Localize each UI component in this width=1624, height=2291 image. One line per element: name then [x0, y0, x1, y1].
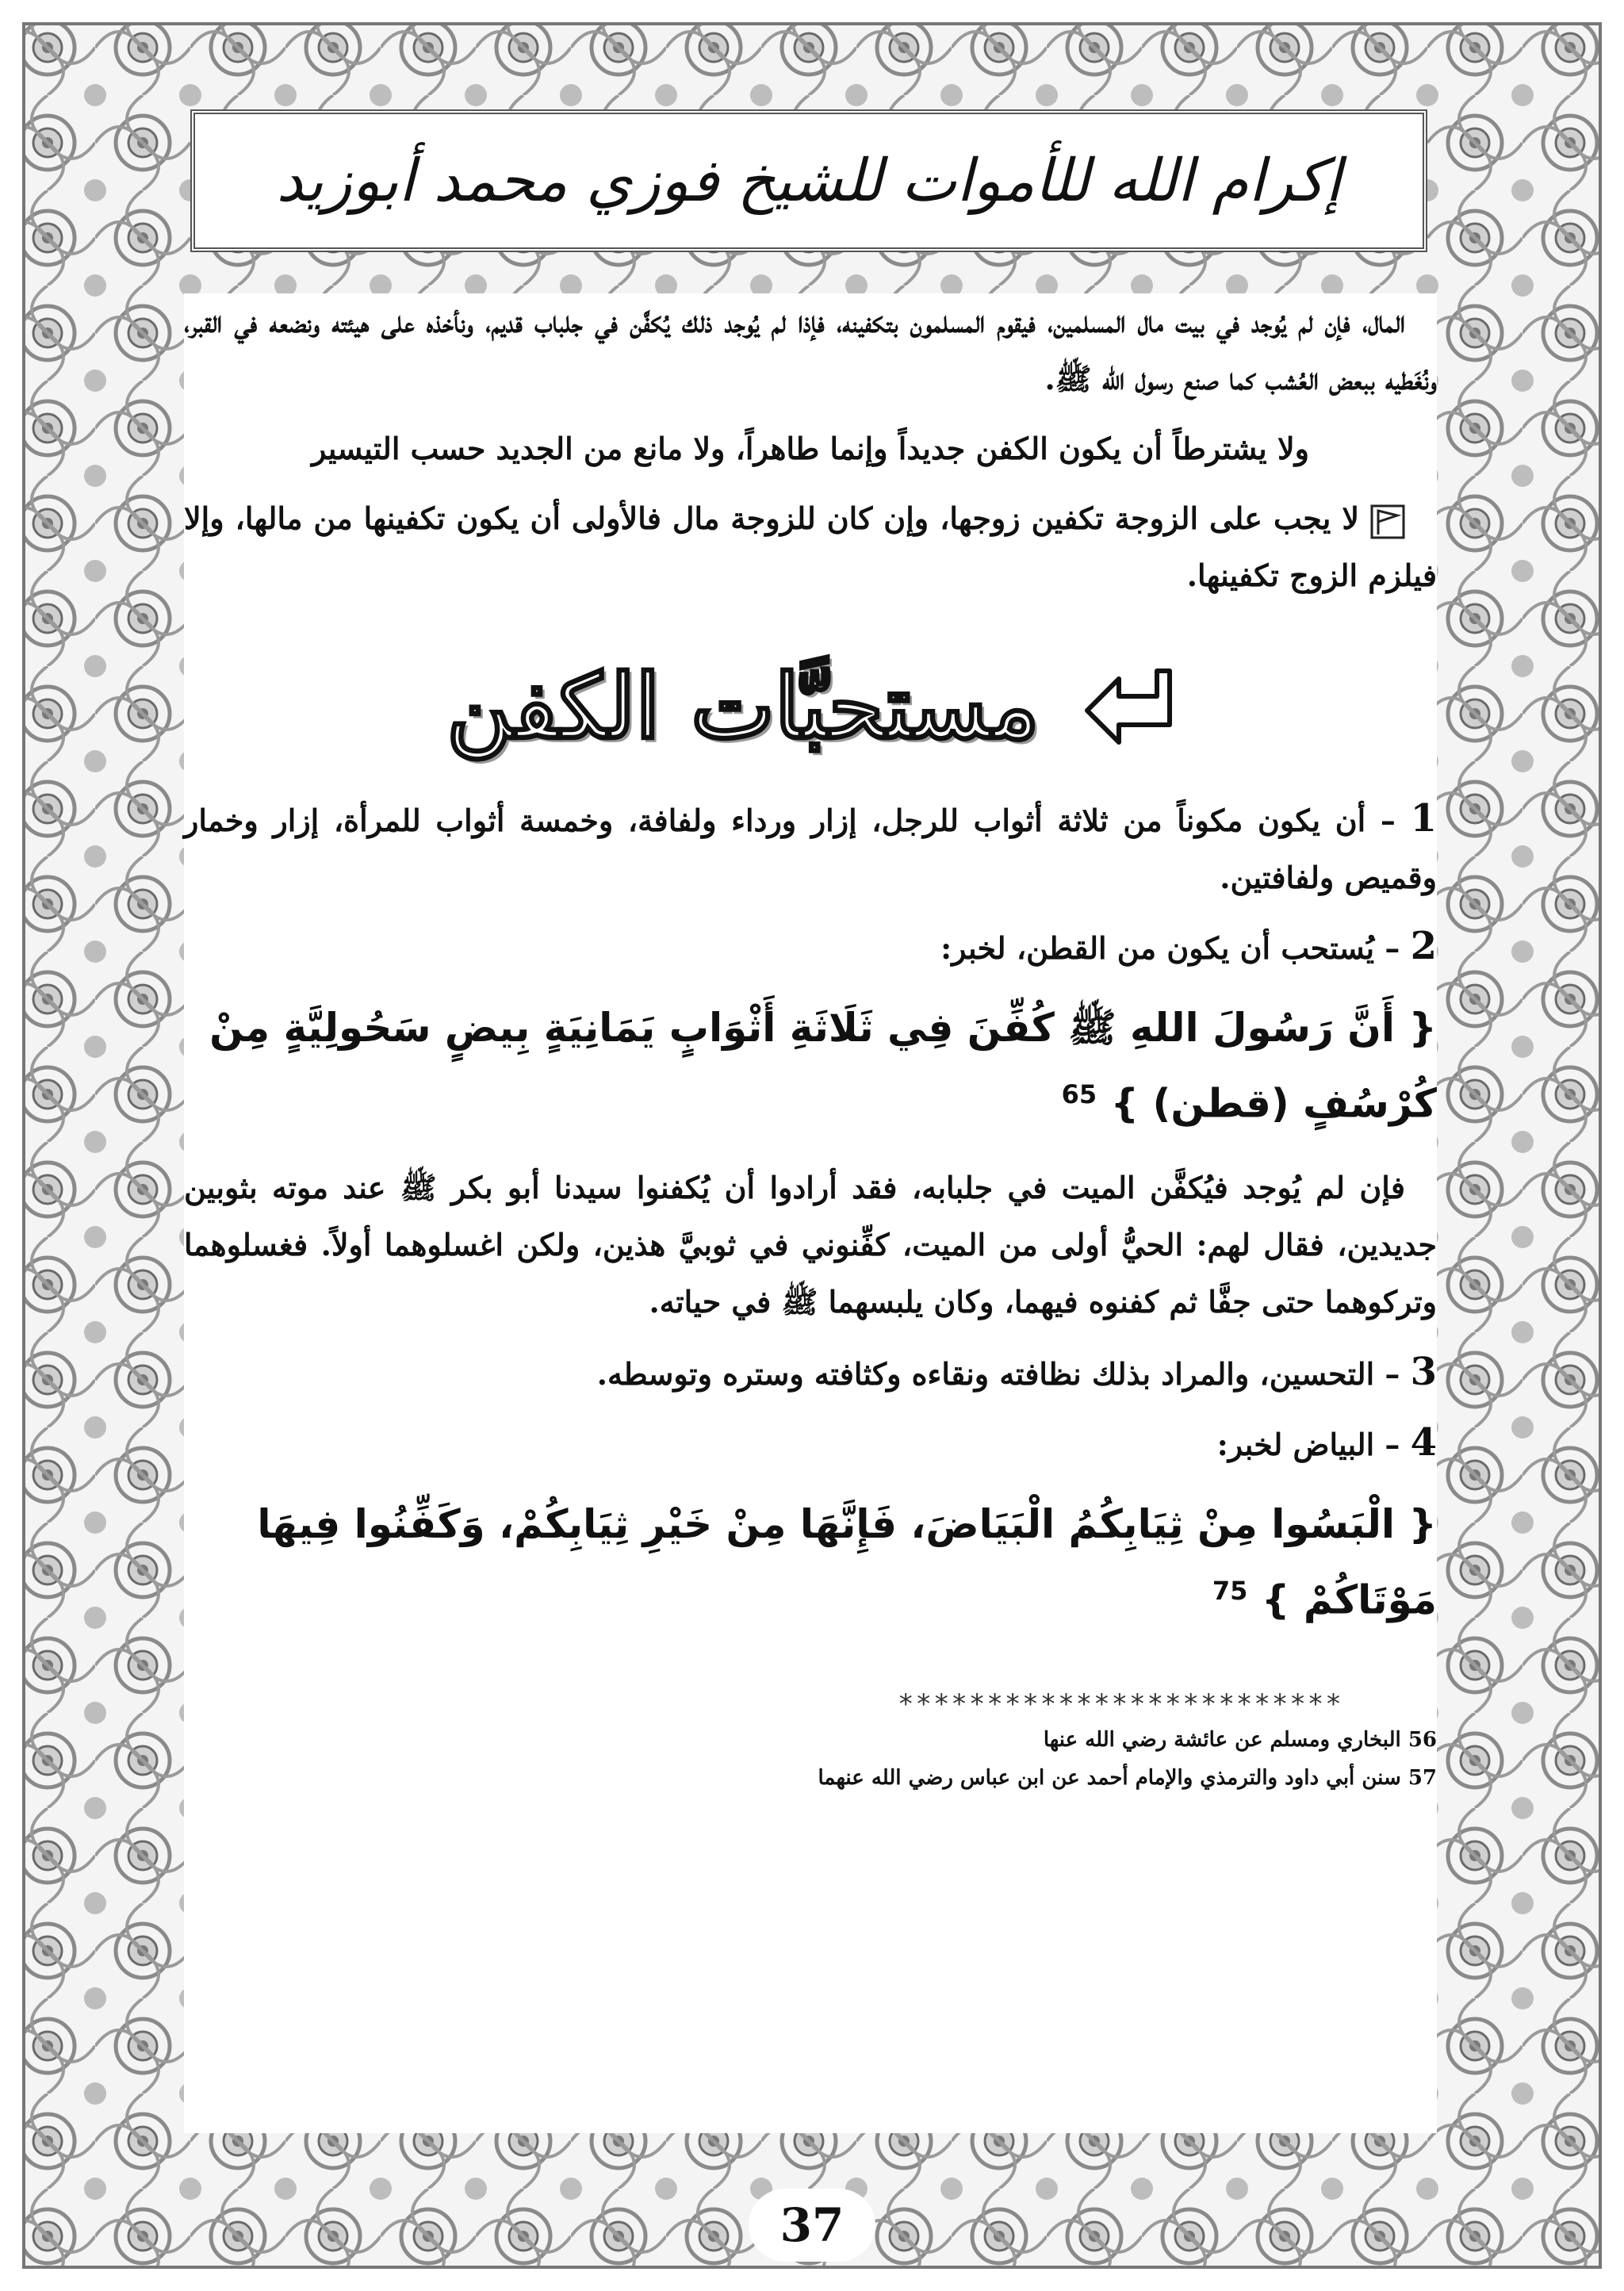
- list-item-1: [184, 790, 1437, 906]
- paragraph-4: فإن لم يُوجد فيُكفَّن الميت في جلبابه، فقد أرادوا أن يُكفنوا سيدنا أبو بكر ﷺ عند موته بثوبين جديدين، فقال لهم: الحيُّ أولى من الميت، كفِّنوني في ثوبيَّ هذين، ولكن اغسلوهما أولاً. فغسلوهما وتركوهما حتى جفَّا ثم كفنوه فيهما، وكان يلبسهما ﷺ في حياته.: [184, 1169, 1437, 1320]
- footnote-divider: *************************: [898, 1688, 1343, 1721]
- section-heading-text: مستحبَّات الكفن: [446, 654, 1040, 759]
- section-heading: [184, 647, 1437, 766]
- list-item-3: [184, 1343, 1437, 1403]
- flag-icon: [1370, 504, 1405, 539]
- footnote-2: 57 سنن أبي داود والترمذي والإمام أحمد عن ابن عباس رضي الله عنهما: [818, 1766, 1437, 1791]
- hadith-text: { أَنَّ رَسُولَ اللهِ ﷺ كُفِّنَ فِي ثَلَاثَةِ أَثْوَابٍ يَمَانِيَةٍ بِيضٍ سَحُولِيَّةٍ مِنْ كُرْسُفٍ (قطن) }: [209, 1005, 1437, 1127]
- page-header-title: إكرام الله للأموات للشيخ فوزي محمد أبوزيد: [276, 147, 1342, 215]
- item-text: – يُستحب أن يكون من القطن، لخبر:: [940, 930, 1400, 966]
- paragraph-3-text: لا يجب على الزوجة تكفين زوجها، وإن كان للزوجة مال فالأولى أن يكون تكفينها من مالها، وإلا فيلزم الزوج تكفينها.: [184, 500, 1437, 593]
- hadith-quote-1: [184, 994, 1437, 1137]
- paragraph-2: ولا يشترطاً أن يكون الكفن جديداً وإنما طاهراً، ولا مانع من الجديد حسب التيسير: [311, 431, 1310, 466]
- list-item-4: [184, 1414, 1437, 1473]
- paragraph-3: [184, 490, 1437, 604]
- page-number: 37: [749, 2189, 875, 2262]
- page-content: [184, 293, 1437, 2133]
- item-text: – البياض لخبر:: [1216, 1426, 1400, 1462]
- hadith-text: { الْبَسُوا مِنْ ثِيَابِكُمُ الْبَيَاضَ، فَإِنَّهَا مِنْ خَيْرِ ثِيَابِكُمْ، وَكَفِّنُوا فِيهَا مَوْتَاكُمْ }: [257, 1500, 1437, 1623]
- footnote-ref: 75: [1212, 1575, 1248, 1606]
- hadith-quote-2: [184, 1491, 1437, 1634]
- item-text: – أن يكون مكوناً من ثلاثة أثواب للرجل، إزار ورداء ولفافة، وخمسة أثواب للمرأة، إزار وخمار وقميص ولفافتين.: [184, 803, 1437, 895]
- footnote-ref: 65: [1061, 1079, 1097, 1109]
- item-number: 3: [1410, 1349, 1437, 1394]
- footnote-1: 56 البخاري ومسلم عن عائشة رضي الله عنها: [1043, 1728, 1437, 1753]
- heading-arrow-icon: [1071, 655, 1174, 758]
- item-number: 4: [1410, 1419, 1437, 1465]
- item-number: 2: [1410, 924, 1437, 968]
- item-number: 1: [1410, 796, 1437, 841]
- item-text: – التحسين، والمراد بذلك نظافته ونقاءه وكثافته وستره وتوسطه.: [596, 1355, 1400, 1392]
- list-item-2: [184, 918, 1437, 977]
- header-title-box: [190, 109, 1427, 252]
- paragraph-1: المال، فإن لم يُوجد في بيت مال المسلمين، فيقوم المسلمون بتكفينه، فإذا لم يُوجد ذلك يُكفَّن في جلباب قديم، ونأخذه على هيئته ونضعه في القبر، ونُغَطيه ببعض العُشب كما صنع رسول الله ﷺ.: [184, 304, 1437, 397]
